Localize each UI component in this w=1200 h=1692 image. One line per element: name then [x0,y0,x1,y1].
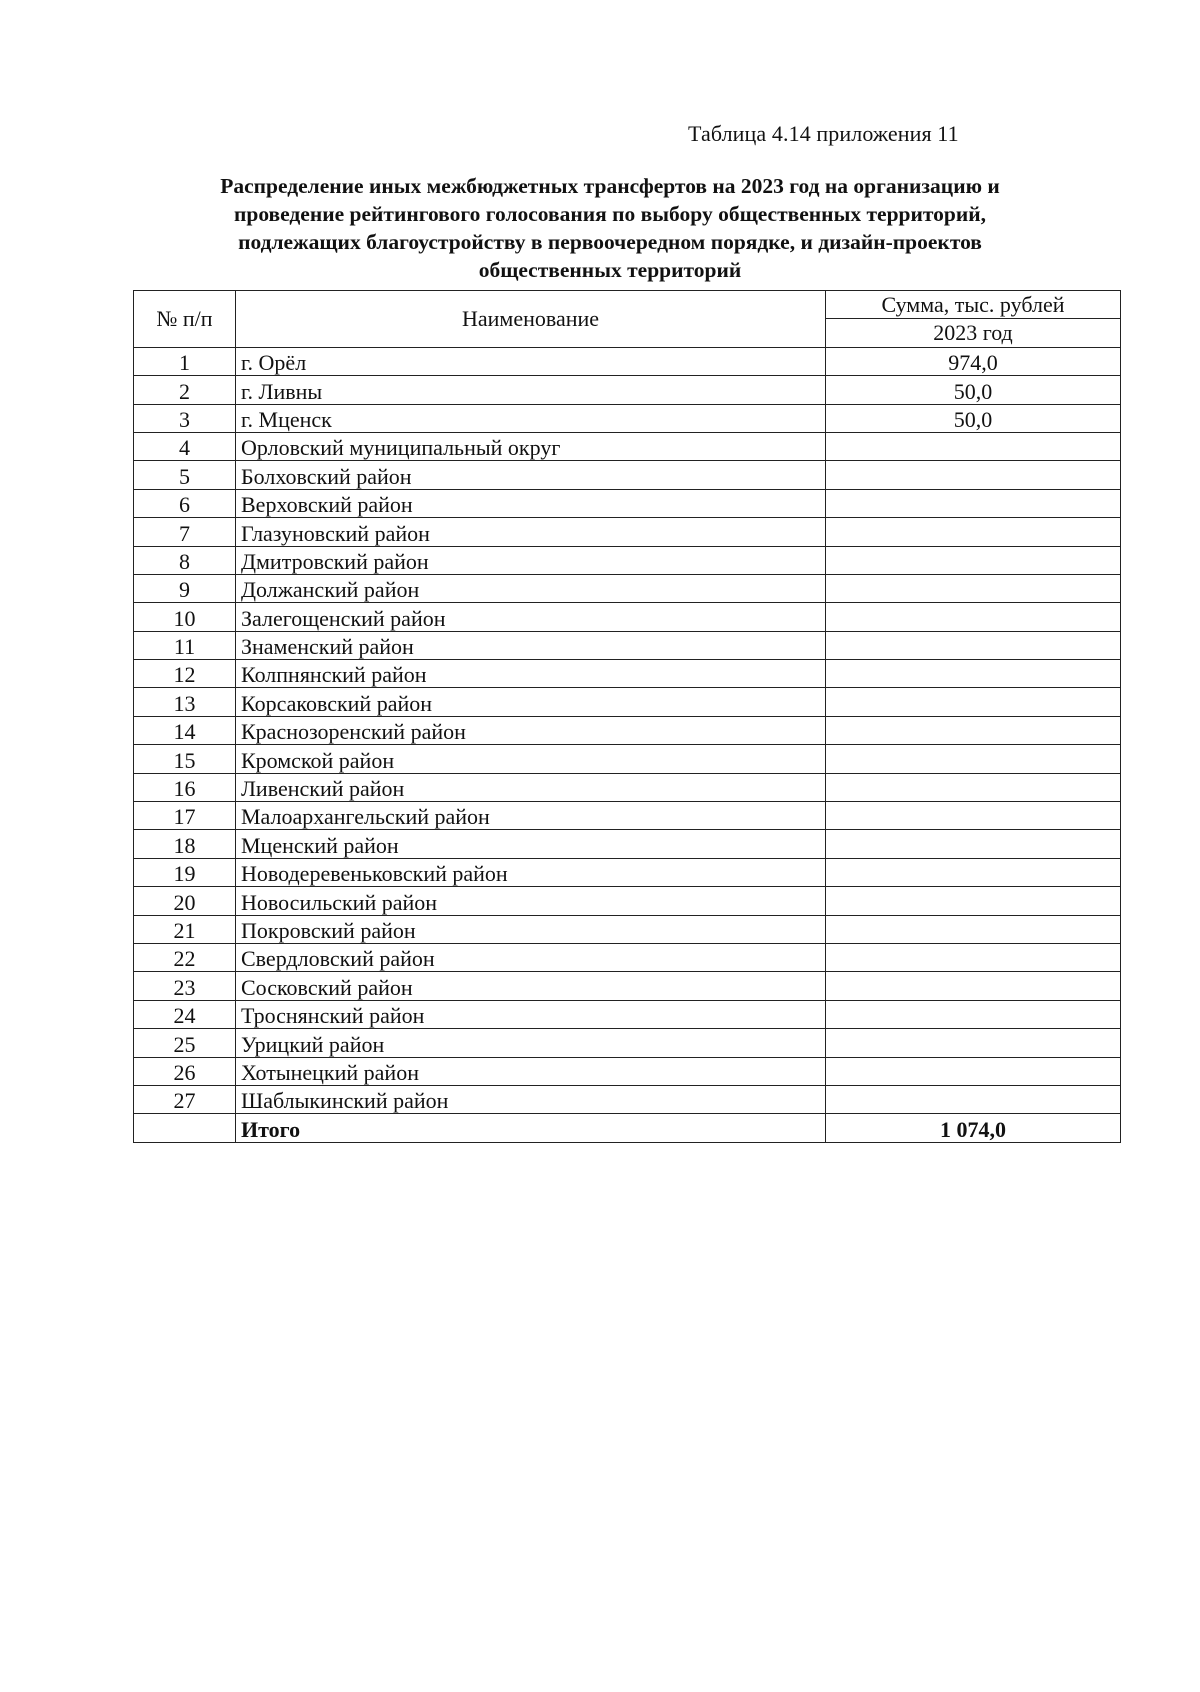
row-number: 15 [134,745,236,773]
row-number: 2 [134,376,236,404]
row-number: 17 [134,802,236,830]
row-value [826,887,1121,915]
row-number: 14 [134,716,236,744]
row-name: Малоархангельский район [236,802,826,830]
table-row [134,972,1121,1000]
row-value [826,603,1121,631]
row-number: 5 [134,461,236,489]
total-label: Итого [236,1114,826,1142]
row-value [826,660,1121,688]
row-value [826,972,1121,1000]
row-name: Глазуновский район [236,518,826,546]
row-name: Знаменский район [236,631,826,659]
row-number: 1 [134,347,236,375]
table-row [134,830,1121,858]
title-line: подлежащих благоустройству в первоочередном порядке, и дизайн-проектов [238,230,982,254]
row-value [826,745,1121,773]
table-row [134,716,1121,744]
row-number: 20 [134,887,236,915]
table-row [134,887,1121,915]
row-name: Орловский муниципальный округ [236,432,826,460]
table-row [134,1085,1121,1113]
row-number: 21 [134,915,236,943]
row-name: Троснянский район [236,1000,826,1028]
row-value [826,773,1121,801]
table-row [134,376,1121,404]
header-sum: Сумма, тыс. рублей [826,291,1121,319]
title-line: проведение рейтингового голосования по выбору общественных территорий, [233,202,987,226]
row-value [826,802,1121,830]
row-name: Верховский район [236,489,826,517]
row-name: Колпнянский район [236,660,826,688]
table-row [134,773,1121,801]
row-value [826,546,1121,574]
table-row [134,943,1121,971]
table-row [134,631,1121,659]
table-row [134,546,1121,574]
row-name: г. Мценск [236,404,826,432]
row-number: 26 [134,1057,236,1085]
table-total-row [134,1114,1121,1142]
row-number: 7 [134,518,236,546]
row-number: 23 [134,972,236,1000]
row-value [826,1057,1121,1085]
table-row [134,518,1121,546]
row-number: 8 [134,546,236,574]
row-value [826,1029,1121,1057]
table-row [134,432,1121,460]
row-number: 12 [134,660,236,688]
row-number: 16 [134,773,236,801]
table-row [134,574,1121,602]
row-number: 24 [134,1000,236,1028]
table-row [134,688,1121,716]
row-name: Покровский район [236,915,826,943]
row-name: Свердловский район [236,943,826,971]
table-row [134,660,1121,688]
row-name: Урицкий район [236,1029,826,1057]
row-name: г. Ливны [236,376,826,404]
row-name: Болховский район [236,461,826,489]
row-name: Должанский район [236,574,826,602]
row-value [826,858,1121,886]
row-name: Мценский район [236,830,826,858]
table-row [134,802,1121,830]
table-row [134,745,1121,773]
table-row [134,489,1121,517]
row-name: Ливенский район [236,773,826,801]
row-name: Новосильский район [236,887,826,915]
table-row [134,1000,1121,1028]
row-name: г. Орёл [236,347,826,375]
table-row [134,1057,1121,1085]
row-number: 6 [134,489,236,517]
row-name: Залегощенский район [236,603,826,631]
row-number: 18 [134,830,236,858]
table-row [134,603,1121,631]
row-number: 9 [134,574,236,602]
row-number: 19 [134,858,236,886]
row-value [826,1000,1121,1028]
row-number: 27 [134,1085,236,1113]
title-line: Распределение иных межбюджетных трансфертов на 2023 год на организацию и [220,174,1000,198]
transfer-distribution-table [133,290,1121,1143]
row-value [826,461,1121,489]
table-row [134,347,1121,375]
row-value [826,432,1121,460]
row-value [826,716,1121,744]
table-row [134,461,1121,489]
row-number: 3 [134,404,236,432]
header-number: № п/п [134,291,236,348]
table-row [134,404,1121,432]
table-header-row [134,291,1121,319]
row-name: Шаблыкинский район [236,1085,826,1113]
table-reference: Таблица 4.14 приложения 11 [688,121,959,146]
title-line: общественных территорий [478,258,742,282]
total-value: 1 074,0 [826,1114,1121,1142]
row-name: Кромской район [236,745,826,773]
row-value [826,1085,1121,1113]
row-number: 4 [134,432,236,460]
row-value [826,489,1121,517]
row-value [826,518,1121,546]
row-value [826,631,1121,659]
row-value [826,688,1121,716]
table-row [134,915,1121,943]
row-value: 50,0 [826,376,1121,404]
header-name: Наименование [236,291,826,348]
row-number: 25 [134,1029,236,1057]
row-name: Хотынецкий район [236,1057,826,1085]
row-number: 10 [134,603,236,631]
row-number: 11 [134,631,236,659]
total-number-cell [134,1114,236,1142]
row-number: 13 [134,688,236,716]
table-row [134,858,1121,886]
row-name: Новодеревеньковский район [236,858,826,886]
row-value [826,943,1121,971]
header-year: 2023 год [826,319,1121,347]
row-name: Краснозоренский район [236,716,826,744]
row-number: 22 [134,943,236,971]
row-name: Дмитровский район [236,546,826,574]
row-value [826,830,1121,858]
row-name: Сосковский район [236,972,826,1000]
row-name: Корсаковский район [236,688,826,716]
row-value: 974,0 [826,347,1121,375]
row-value [826,915,1121,943]
row-value: 50,0 [826,404,1121,432]
row-value [826,574,1121,602]
table-row [134,1029,1121,1057]
document-title [150,172,1070,284]
